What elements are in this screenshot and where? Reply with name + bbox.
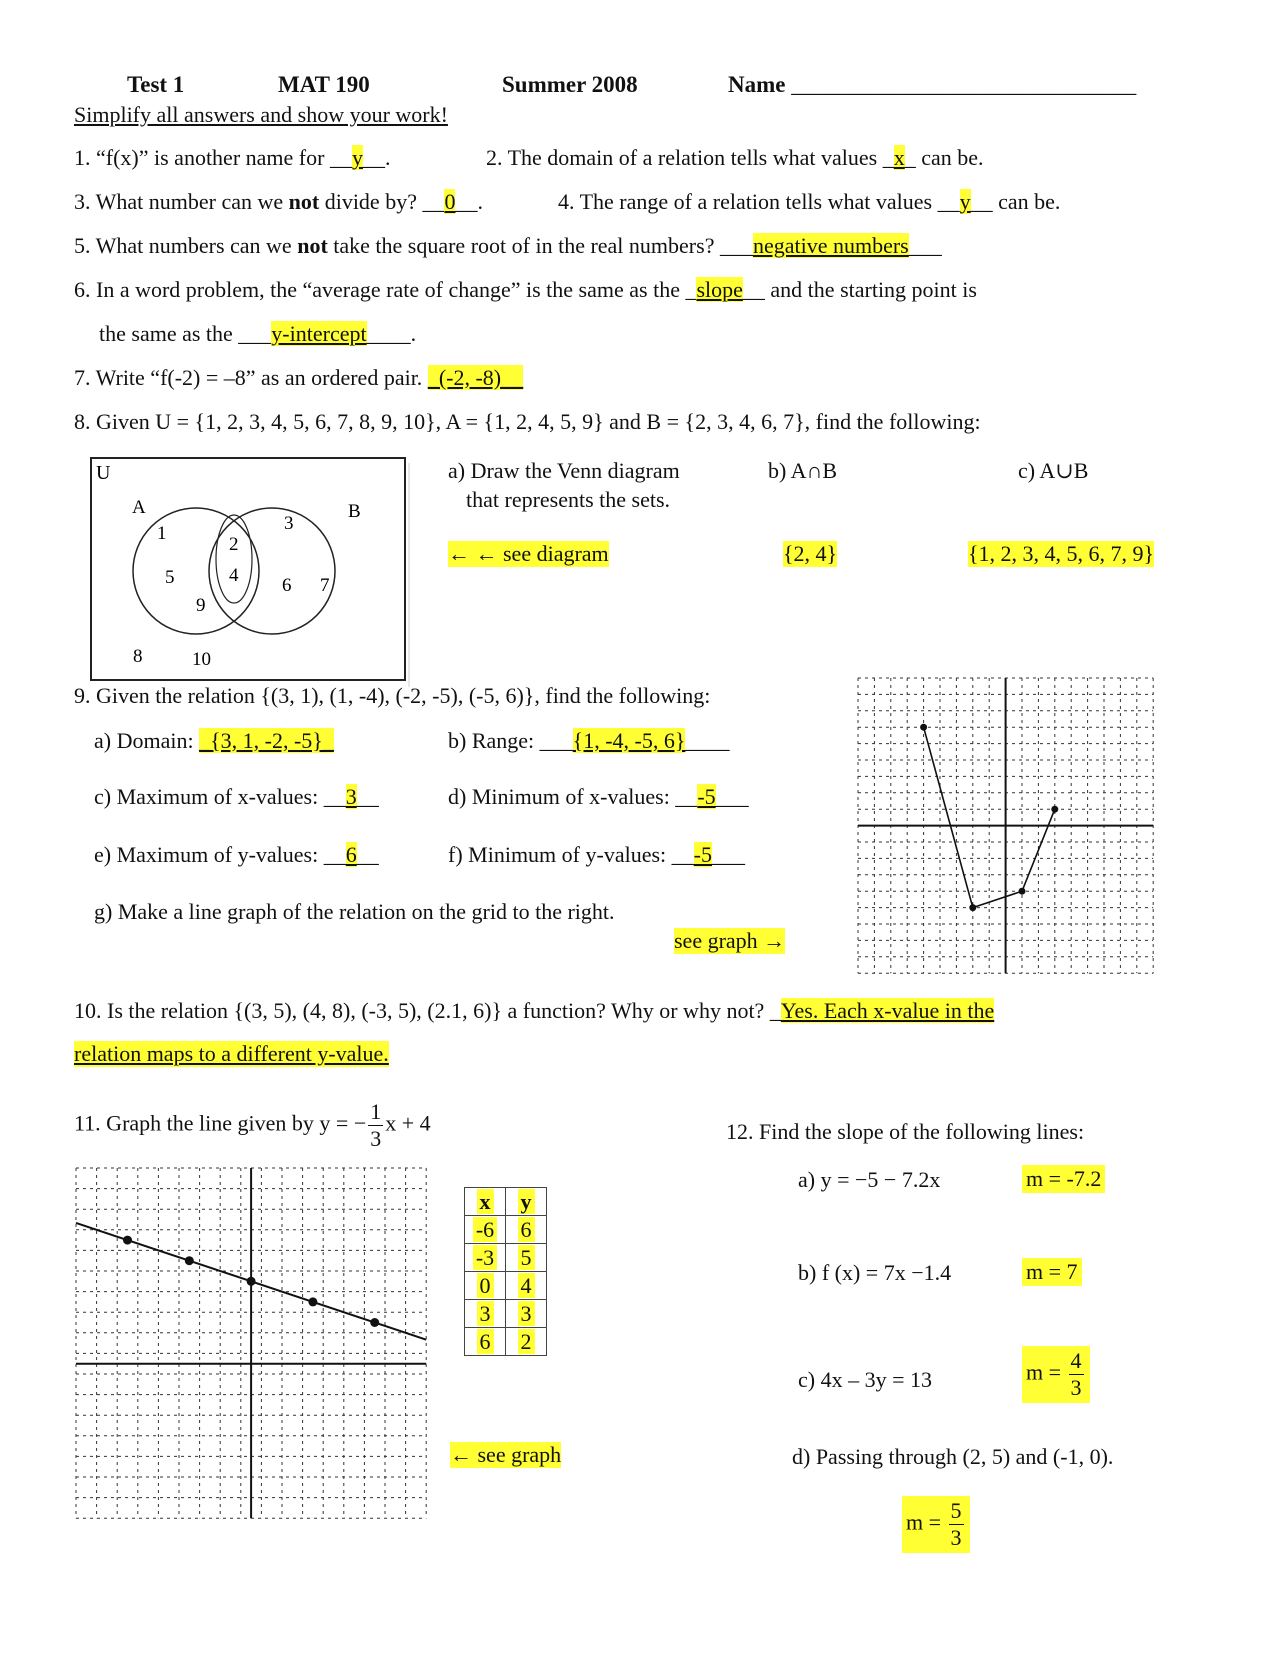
venn-outside-8: 8 [133, 646, 143, 667]
q10-answer-1: Yes. Each x-value in the [780, 998, 995, 1023]
q8-b-answer: {2, 4} [783, 541, 838, 566]
venn-a-only-9: 9 [196, 595, 206, 616]
answer-1: y [351, 145, 363, 170]
answer-3: 0 [444, 189, 456, 214]
question-6: 6. In a word problem, the “average rate of change” is the same as the _slope__ and the starting point is [74, 277, 977, 302]
instructions: Simplify all answers and show your work! [74, 102, 448, 127]
line-point [123, 1236, 132, 1245]
line-point [185, 1256, 194, 1265]
venn-outside-10: 10 [192, 649, 211, 670]
relation-graph [850, 668, 1168, 992]
relation-segment [1022, 809, 1055, 891]
venn-a-only-1: 1 [157, 523, 167, 544]
answer-7: _(-2, -8)__ [427, 365, 524, 390]
q11-note: ← see graph [450, 1442, 562, 1467]
course-label: MAT 190 [278, 72, 370, 97]
q9-g-answer: see graph → [674, 928, 786, 953]
relation-point [1051, 806, 1058, 813]
venn-label-b: B [348, 501, 361, 522]
q12-b: b) f (x) = 7x −1.4 [798, 1260, 952, 1285]
venn-b-only-3: 3 [284, 513, 294, 534]
table-row: -3 5 [465, 1244, 547, 1272]
q12-b-answer: m = 7 [1022, 1258, 1082, 1286]
table-row: 3 3 [465, 1300, 547, 1328]
question-6-line2: the same as the ___y-intercept____. [99, 321, 417, 346]
q9-b-answer: {1, -4, -5, 6} [572, 728, 686, 753]
q10-answer-2: relation maps to a different y-value. [74, 1041, 389, 1066]
q8-a-label-1: a) Draw the Venn diagram [448, 458, 680, 483]
q8-c-answer: {1, 2, 3, 4, 5, 6, 7, 9} [968, 541, 1155, 566]
venn-intersection-loop [216, 515, 252, 603]
relation-point [920, 724, 927, 731]
q8-b-label: b) A∩B [768, 458, 838, 483]
table-row: 0 4 [465, 1272, 547, 1300]
line-graph [74, 1160, 448, 1532]
venn-diagram [88, 455, 416, 687]
name-field[interactable] [728, 72, 1136, 98]
table-row: 6 2 [465, 1328, 547, 1356]
question-2: 2. The domain of a relation tells what values _x_ can be. [486, 145, 984, 170]
relation-segment [973, 891, 1022, 907]
relation-point [1019, 888, 1026, 895]
name-label: Name [728, 72, 786, 97]
q8-a-label-2: that represents the sets. [466, 487, 671, 512]
q12-a-answer: m = -7.2 [1022, 1165, 1105, 1193]
venn-b-only-6: 6 [282, 575, 292, 596]
answer-4: y [959, 189, 971, 214]
q8-a-answer: ← ← see diagram [448, 541, 609, 566]
venn-circle-b [209, 508, 335, 634]
q12-d: d) Passing through (2, 5) and (-1, 0). [792, 1444, 1114, 1469]
q9-e-answer: 6 [345, 842, 357, 867]
relation-point [969, 904, 976, 911]
q8-c-label: c) A∪B [1018, 458, 1089, 483]
question-7: 7. Write “f(-2) = –8” as an ordered pair. _(-2, -8)__ [74, 365, 524, 390]
line-point [370, 1318, 379, 1327]
name-blank: ______________________________ [791, 72, 1137, 97]
venn-a-only-5: 5 [165, 567, 175, 588]
answer-6-intercept: y-intercept [271, 321, 367, 346]
venn-both-2: 2 [229, 534, 239, 555]
q9-c: c) Maximum of x-values: __3__ [94, 784, 379, 809]
table-header-row: x y [465, 1188, 547, 1216]
xy-table [464, 1187, 547, 1356]
q12-c: c) 4x – 3y = 13 [798, 1367, 932, 1392]
question-11: 11. Graph the line given by y = − $\frac{1}{3}$ x + 4 [74, 1099, 431, 1151]
q12-c-answer: m = $\frac{4}{3}$ [1022, 1346, 1090, 1403]
question-5: 5. What numbers can we not take the square root of in the real numbers? ___negative numbers___ [74, 233, 942, 258]
question-4: 4. The range of a relation tells what values __y__ can be. [558, 189, 1061, 214]
term-label: Summer 2008 [502, 72, 638, 97]
test-label: Test 1 [127, 72, 185, 97]
question-3: 3. What number can we not divide by? __0__. [74, 189, 483, 214]
q11-fraction: $\frac{1}{3}$ [370, 1099, 382, 1151]
line-point [247, 1277, 256, 1286]
question-9: 9. Given the relation {(3, 1), (1, -4), (-2, -5), (-5, 6)}, find the following: [74, 683, 711, 708]
q9-f: f) Minimum of y-values: __-5___ [448, 842, 745, 867]
relation-segment [924, 727, 973, 907]
question-8: 8. Given U = {1, 2, 3, 4, 5, 6, 7, 8, 9, 10}, A = {1, 2, 4, 5, 9} and B = {2, 3, 4, 6, 7}, find the following: [74, 409, 981, 434]
answer-6-slope: slope [696, 277, 743, 302]
q9-a-answer: _{3, 1, -2, -5}_ [199, 728, 334, 753]
q9-f-answer: -5 [693, 842, 712, 867]
venn-label-a: A [132, 497, 146, 518]
question-10: 10. Is the relation {(3, 5), (4, 8), (-3, 5), (2.1, 6)} a function? Why or why not? _Yes. Each x-value in the [74, 998, 995, 1023]
q12-a: a) y = −5 − 7.2x [798, 1167, 941, 1192]
line-point [308, 1297, 317, 1306]
question-12: 12. Find the slope of the following lines: [726, 1119, 1085, 1144]
q12-d-answer: m = $\frac{5}{3}$ [902, 1496, 970, 1553]
q9-d: d) Minimum of x-values: __-5___ [448, 784, 749, 809]
table-row: -6 6 [465, 1216, 547, 1244]
q9-g: g) Make a line graph of the relation on the grid to the right. [94, 899, 615, 924]
venn-universe-label: U [96, 462, 111, 484]
answer-5: negative numbers [752, 233, 909, 258]
question-1: 1. “f(x)” is another name for __y__. [74, 145, 391, 170]
q9-a: a) Domain: _{3, 1, -2, -5}_ [94, 728, 334, 753]
venn-b-only-7: 7 [320, 575, 330, 596]
answer-2: x [893, 145, 905, 170]
q9-b: b) Range: ___{1, -4, -5, 6}____ [448, 728, 730, 753]
q9-e: e) Maximum of y-values: __6__ [94, 842, 379, 867]
q9-c-answer: 3 [345, 784, 357, 809]
venn-both-4: 4 [229, 565, 239, 586]
q9-d-answer: -5 [697, 784, 716, 809]
